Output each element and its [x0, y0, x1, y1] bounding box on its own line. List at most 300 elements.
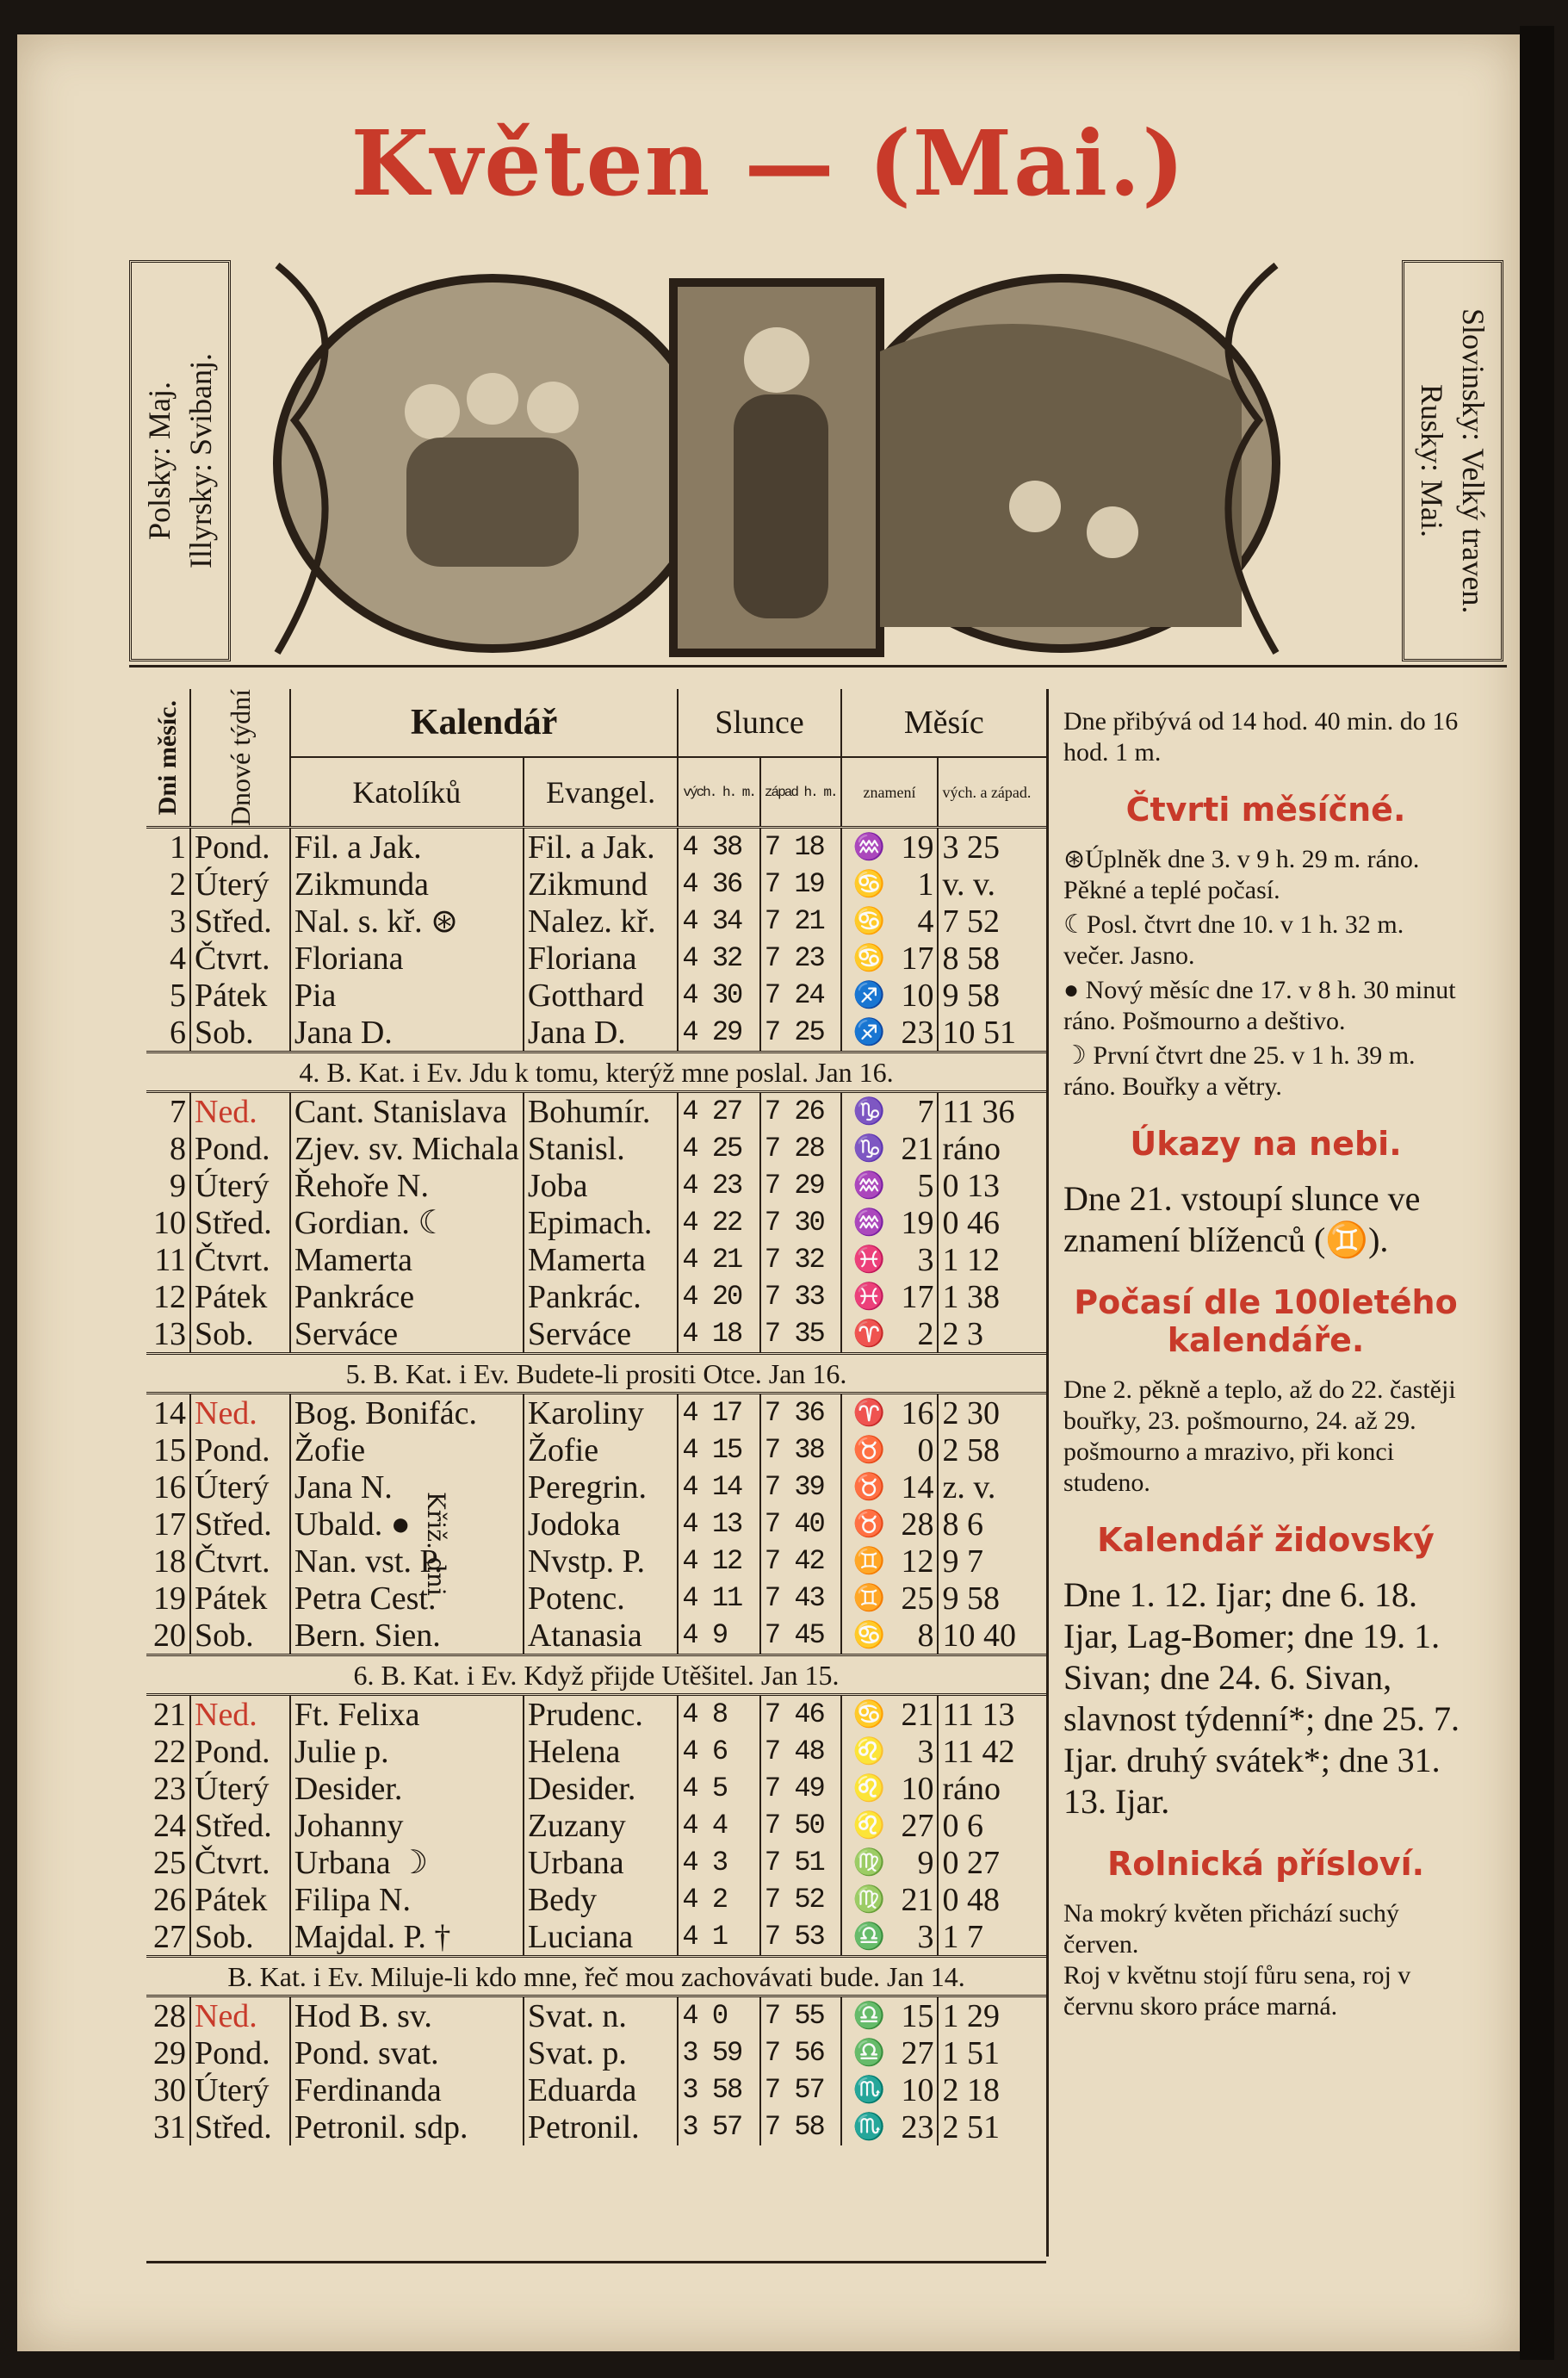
zodiac-sign: ♏: [852, 2112, 885, 2141]
right-line-2: Rusky: Mai.: [1415, 383, 1449, 537]
moon-rise-set: 1 51: [942, 2034, 1000, 2071]
child-figure: [1009, 481, 1061, 532]
moon-rise-set: 2 58: [942, 1431, 1000, 1468]
sunrise: 4 17: [678, 1394, 760, 1432]
week-group-1: [146, 828, 1046, 1052]
catholic-name: Johanny: [290, 1807, 524, 1844]
sign-degree: 10: [896, 1770, 939, 1807]
sunrise: 4 9: [678, 1617, 760, 1655]
sign-degree: 2: [896, 1315, 939, 1354]
zodiac-sign: ♐: [852, 1017, 885, 1046]
sunrise: 4 11: [678, 1580, 760, 1617]
sunset: 7 50: [760, 1807, 841, 1844]
moon-rise-set: 2 30: [942, 1394, 1000, 1431]
calendar-row: [146, 1130, 1046, 1167]
day-number: 29: [146, 2034, 190, 2071]
moon-rise-set: 0 27: [942, 1844, 1000, 1881]
moon-rise-set: ráno: [942, 1770, 1001, 1807]
calendar-row: [146, 1918, 1046, 1957]
day-number: 10: [146, 1204, 190, 1241]
moon-quarters-heading: Čtvrti měsíčné.: [1125, 791, 1406, 829]
day-number: 4: [146, 940, 190, 977]
sunrise: 3 59: [678, 2034, 760, 2071]
child-figure: [467, 373, 518, 425]
zodiac-sign: ♌: [852, 1773, 885, 1803]
weekday: Sob.: [190, 1315, 290, 1354]
child-figure: [527, 382, 579, 433]
sign-degree: 21: [896, 1130, 939, 1167]
day-number: 21: [146, 1695, 190, 1734]
weekday: Pátek: [190, 977, 290, 1014]
evangel-name: Atanasia: [524, 1617, 679, 1655]
sunset: 7 49: [760, 1770, 841, 1807]
catholic-name: Zikmunda: [290, 866, 524, 903]
sunrise: 4 32: [678, 940, 760, 977]
moon-rise-set: 1 7: [942, 1918, 983, 1955]
sunset: 7 43: [760, 1580, 841, 1617]
catholic-name: Ubald. ●: [290, 1506, 524, 1543]
evangel-name: Joba: [524, 1167, 679, 1204]
weekday: Sob.: [190, 1014, 290, 1052]
weekday: Sob.: [190, 1918, 290, 1957]
gospel-line-3: 6. B. Kat. i Ev. Když přijde Utěšitel. Jan 15.: [146, 1655, 1046, 1695]
evangel-name: Gotthard: [524, 977, 679, 1014]
gospel-line-1: 4. B. Kat. i Ev. Jdu k tomu, kterýž mne poslal. Jan 16.: [146, 1052, 1046, 1092]
sign-degree: 9: [896, 1844, 939, 1881]
sunrise: 4 0: [678, 1996, 760, 2035]
weekday: Sob.: [190, 1617, 290, 1655]
sunset: 7 46: [760, 1695, 841, 1734]
day-number: 27: [146, 1918, 190, 1957]
calendar-row: [146, 2034, 1046, 2071]
sign-degree: 21: [896, 1695, 939, 1734]
new-moon-note: ● Nový měsíc dne 17. v 8 h. 30 minut ráno. Pošmourno a deštivo.: [1063, 976, 1456, 1035]
last-quarter-note: ☾Posl. čtvrt dne 10. v 1 h. 32 m. večer. Jasno.: [1063, 910, 1404, 970]
moon-rise-set: 2 18: [942, 2071, 1000, 2108]
evangel-header: Evangel.: [524, 757, 679, 828]
daylight-note: Dne přibývá od 14 hod. 40 min. do 16 hod. 1 m.: [1063, 707, 1459, 767]
weekday: Střed.: [190, 903, 290, 940]
jewish-calendar-text: Dne 1. 12. Ijar; dne 6. 18. Ijar, Lag-Bomer; dne 19. 1. Sivan; dne 24. 6. Sivan, slavnost týdenní*; dne 25. 7. Ijar. druhý svátek*; dne 31. 13. Ijar.: [1063, 1575, 1460, 1821]
catholic-name: Pond. svat.: [290, 2034, 524, 2071]
evangel-name: Eduarda: [524, 2071, 679, 2108]
catholic-name: Floriana: [290, 940, 524, 977]
zodiac-sign: ♒: [852, 1170, 885, 1200]
sky-events-heading: Úkazy na nebi.: [1130, 1125, 1402, 1163]
day-number: 9: [146, 1167, 190, 1204]
weekday: Čtvrt.: [190, 1241, 290, 1278]
zodiac-sign: ♎: [852, 1922, 885, 1951]
week-group-5: [146, 1996, 1046, 2146]
sunset: 7 33: [760, 1278, 841, 1315]
sunset: 7 42: [760, 1543, 841, 1580]
moon-rise-set: 10 40: [942, 1617, 1016, 1654]
sunset: 7 18: [760, 828, 841, 866]
day-number: 8: [146, 1130, 190, 1167]
weekday: Úterý: [190, 1468, 290, 1506]
sign-degree: 23: [896, 2108, 939, 2145]
calendar-row: [146, 977, 1046, 1014]
moon-rise-set: 0 6: [942, 1807, 983, 1844]
catholic-name: Fil. a Jak.: [290, 828, 524, 866]
weekday: Pátek: [190, 1580, 290, 1617]
evangel-name: Jana D.: [524, 1014, 679, 1052]
calendar-row: [146, 2108, 1046, 2145]
sky-events-text: Dne 21. vstoupí slunce ve znamení blíženců (♊).: [1063, 1179, 1421, 1259]
proverb-2: Roj v květnu stojí fůru sena, roj v červnu skoro práce marná.: [1063, 1961, 1411, 2021]
catholic-name: Petra Cest.: [290, 1580, 524, 1617]
calendar-row: [146, 1394, 1046, 1432]
evangel-name: Stanisl.: [524, 1130, 679, 1167]
right-line-1: Slovinsky: Velký traven.: [1456, 307, 1491, 614]
evangel-name: Helena: [524, 1733, 679, 1770]
sunset: 7 35: [760, 1315, 841, 1354]
calendar-row: [146, 1241, 1046, 1278]
zodiac-sign: ♉: [852, 1435, 885, 1464]
zodiac-sign: ♍: [852, 1847, 885, 1877]
calendar-row: [146, 1315, 1046, 1354]
moon-rise-set: 0 48: [942, 1881, 1000, 1918]
catholic-name: Pankráce: [290, 1278, 524, 1315]
sunrise: 4 21: [678, 1241, 760, 1278]
calendar-row: [146, 1431, 1046, 1468]
zodiac-sign: ♈: [852, 1319, 885, 1348]
moon-rise-set: 3 25: [942, 829, 1000, 866]
sign-degree: 1: [896, 866, 939, 903]
sunrise: 4 8: [678, 1695, 760, 1734]
weekday: Pond.: [190, 1733, 290, 1770]
zodiac-sign: ♈: [852, 1398, 885, 1427]
zodiac-sign: ♒: [852, 1208, 885, 1237]
zodiac-sign: ♎: [852, 2038, 885, 2067]
calendar-row: [146, 1881, 1046, 1918]
day-number: 17: [146, 1506, 190, 1543]
day-number: 20: [146, 1617, 190, 1655]
calendar-row: [146, 1278, 1046, 1315]
weekday: Úterý: [190, 2071, 290, 2108]
moon-rise-set: 11 13: [942, 1696, 1015, 1733]
proverbs-heading: Rolnická přísloví.: [1106, 1845, 1425, 1883]
sunset: 7 52: [760, 1881, 841, 1918]
weekday: Pátek: [190, 1881, 290, 1918]
evangel-name: Mamerta: [524, 1241, 679, 1278]
moon-rise-set: 8 6: [942, 1506, 983, 1543]
catholic-name: Mamerta: [290, 1241, 524, 1278]
gospel-line-4: B. Kat. i Ev. Miluje-li kdo mne, řeč mou zachovávati bude. Jan 14.: [146, 1957, 1046, 1996]
evangel-name: Pankrác.: [524, 1278, 679, 1315]
day-number: 14: [146, 1394, 190, 1432]
catholic-name: Žofie: [290, 1431, 524, 1468]
sunset: 7 26: [760, 1092, 841, 1131]
calendar-header: Kalendář: [290, 689, 679, 757]
first-quarter-note: ☽ První čtvrt dne 25. v 1 h. 39 m. ráno. Bouřky a větry.: [1063, 1041, 1416, 1101]
zodiac-sign: ♋: [852, 943, 885, 972]
sunset: 7 28: [760, 1130, 841, 1167]
weekday: Úterý: [190, 1770, 290, 1807]
top-rule: [129, 665, 1507, 667]
zodiac-sign: ♋: [852, 869, 885, 898]
weekday: Pond.: [190, 1431, 290, 1468]
calendar-row: [146, 1807, 1046, 1844]
zodiac-sign: ♓: [852, 1282, 885, 1311]
sunrise: 3 58: [678, 2071, 760, 2108]
page-edge: [1520, 26, 1554, 2360]
catholic-name: Řehoře N.: [290, 1167, 524, 1204]
sunrise: 4 4: [678, 1807, 760, 1844]
moon-rise-set: 1 29: [942, 1997, 1000, 2034]
calendar-row: [146, 1844, 1046, 1881]
sign-degree: 19: [896, 1204, 939, 1241]
weekday: Ned.: [190, 1092, 290, 1131]
week-group-2: [146, 1092, 1046, 1354]
catholic-name: Ferdinanda: [290, 2071, 524, 2108]
evangel-name: Urbana: [524, 1844, 679, 1881]
weekday: Ned.: [190, 1394, 290, 1432]
sunrise: 4 18: [678, 1315, 760, 1354]
weekday: Střed.: [190, 1506, 290, 1543]
zodiac-sign: ♊: [852, 1583, 885, 1612]
catholic-name: Filipa N.: [290, 1881, 524, 1918]
sign-degree: 15: [896, 1996, 939, 2035]
calendar-row: [146, 866, 1046, 903]
calendar-row: [146, 1167, 1046, 1204]
zodiac-sign: ♉: [852, 1472, 885, 1501]
catholic-name: Bog. Bonifác.: [290, 1394, 524, 1432]
column-divider: [1046, 689, 1049, 2257]
catholic-name: Serváce: [290, 1315, 524, 1354]
day-number: 30: [146, 2071, 190, 2108]
weather-text: Dne 2. pěkně a teplo, až do 22. častěji bouřky, 23. pošmourno, 24. až 29. pošmourno a mrazivo, při konci studeno.: [1063, 1375, 1456, 1497]
calendar-row: [146, 1543, 1046, 1580]
calendar-row: [146, 1733, 1046, 1770]
sunrise: 4 20: [678, 1278, 760, 1315]
zodiac-sign: ♏: [852, 2075, 885, 2104]
child-figure: [405, 384, 460, 439]
catholic-name: Julie p.: [290, 1733, 524, 1770]
zodiac-sign: ♋: [852, 1620, 885, 1649]
zodiac-sign: ♓: [852, 1245, 885, 1274]
calendar-page: [17, 34, 1520, 2351]
moon-rise-set: v. v.: [942, 866, 996, 903]
sunrise: 4 22: [678, 1204, 760, 1241]
zodiac-sign: ♌: [852, 1810, 885, 1840]
moon-rise-set: ráno: [942, 1130, 1001, 1167]
sign-degree: 3: [896, 1241, 939, 1278]
evangel-name: Žofie: [524, 1431, 679, 1468]
moon-rise-set: 2 51: [942, 2108, 1000, 2145]
weekday: Střed.: [190, 1807, 290, 1844]
weekday: Střed.: [190, 1204, 290, 1241]
sunset: 7 30: [760, 1204, 841, 1241]
calendar-row: [146, 1617, 1046, 1655]
sunset: 7 24: [760, 977, 841, 1014]
sunset: 7 55: [760, 1996, 841, 2035]
catholic-header: Katolíků: [290, 757, 524, 828]
calendar-row: [146, 903, 1046, 940]
sunrise: 4 29: [678, 1014, 760, 1052]
sunset: 7 51: [760, 1844, 841, 1881]
sun-header: Slunce: [678, 689, 840, 757]
sunset: 7 36: [760, 1394, 841, 1432]
catholic-name: Hod B. sv.: [290, 1996, 524, 2035]
sign-degree: 10: [896, 977, 939, 1014]
day-number: 19: [146, 1580, 190, 1617]
day-number: 13: [146, 1315, 190, 1354]
calendar-row: [146, 828, 1046, 866]
calendar-table: [146, 689, 1046, 2145]
sunset: 7 32: [760, 1241, 841, 1278]
catholic-name: Nan. vst. P.: [290, 1543, 524, 1580]
catholic-name: Nal. s. kř. ⊛: [290, 903, 524, 940]
sunset: 7 45: [760, 1617, 841, 1655]
sunset: 7 56: [760, 2034, 841, 2071]
evangel-name: Desider.: [524, 1770, 679, 1807]
moon-rise-set: z. v.: [942, 1468, 996, 1506]
evangel-name: Peregrin.: [524, 1468, 679, 1506]
sunrise: 4 1: [678, 1918, 760, 1957]
sunset: 7 48: [760, 1733, 841, 1770]
calendar-row: [146, 1204, 1046, 1241]
sign-degree: 0: [896, 1431, 939, 1468]
day-number: 31: [146, 2108, 190, 2145]
sunrise: 4 12: [678, 1543, 760, 1580]
left-line-2: Illyrsky: Svibanj.: [183, 353, 218, 568]
mother-figure: [744, 327, 809, 393]
sunrise: 4 15: [678, 1431, 760, 1468]
sign-degree: 5: [896, 1167, 939, 1204]
moon-rise-set: 11 42: [942, 1733, 1015, 1770]
catholic-name: Gordian. ☾: [290, 1204, 524, 1241]
sign-degree: 19: [896, 828, 939, 866]
calendar-row: [146, 1506, 1046, 1543]
moon-rise-set: 11 36: [942, 1093, 1015, 1130]
day-number: 26: [146, 1881, 190, 1918]
evangel-name: Petronil.: [524, 2108, 679, 2145]
evangel-name: Bedy: [524, 1881, 679, 1918]
catholic-name: Jana D.: [290, 1014, 524, 1052]
week-group-4: [146, 1695, 1046, 1957]
sunset: 7 21: [760, 903, 841, 940]
day-number: 18: [146, 1543, 190, 1580]
zodiac-sign: ♐: [852, 980, 885, 1009]
sign-degree: 7: [896, 1092, 939, 1131]
sunset: 7 58: [760, 2108, 841, 2145]
evangel-name: Svat. n.: [524, 1996, 679, 2035]
sign-degree: 28: [896, 1506, 939, 1543]
zodiac-sign: ♎: [852, 2001, 885, 2030]
calendar-row: [146, 1014, 1046, 1052]
evangel-name: Potenc.: [524, 1580, 679, 1617]
side-note-procession: Křiž. dni: [422, 1492, 450, 1596]
sunrise: 4 14: [678, 1468, 760, 1506]
moonrise-header: vých. a západ.: [942, 783, 1032, 801]
sunrise: 4 23: [678, 1167, 760, 1204]
day-number: 25: [146, 1844, 190, 1881]
weekday: Úterý: [190, 1167, 290, 1204]
day-number: 1: [146, 828, 190, 866]
bottom-rule: [146, 2261, 1046, 2263]
sign-degree: 4: [896, 903, 939, 940]
evangel-name: Epimach.: [524, 1204, 679, 1241]
moon-rise-set: 2 3: [942, 1315, 983, 1352]
sign-degree: 16: [896, 1394, 939, 1432]
sign-degree: 17: [896, 940, 939, 977]
gospel-line-2: 5. B. Kat. i Ev. Budete-li prositi Otce. Jan 16.: [146, 1354, 1046, 1394]
day-number: 7: [146, 1092, 190, 1131]
right-language-box: [1402, 260, 1503, 661]
moon-rise-set: 1 38: [942, 1278, 1000, 1315]
day-number: 16: [146, 1468, 190, 1506]
weekday: Čtvrt.: [190, 1844, 290, 1881]
sign-degree: 14: [896, 1468, 939, 1506]
evangel-name: Luciana: [524, 1918, 679, 1957]
calendar-row: [146, 2071, 1046, 2108]
catholic-name: Zjev. sv. Michala: [290, 1130, 524, 1167]
zodiac-sign: ♋: [852, 1699, 885, 1729]
catholic-name: Desider.: [290, 1770, 524, 1807]
catholic-name: Urbana ☽: [290, 1844, 524, 1881]
sunset: 7 38: [760, 1431, 841, 1468]
sunset: 7 19: [760, 866, 841, 903]
calendar-row: [146, 1695, 1046, 1734]
weekday: Čtvrt.: [190, 1543, 290, 1580]
sunrise: 4 5: [678, 1770, 760, 1807]
left-line-1: Polsky: Maj.: [142, 381, 177, 541]
sunrise: 3 57: [678, 2108, 760, 2145]
day-number: 22: [146, 1733, 190, 1770]
sign-degree: 12: [896, 1543, 939, 1580]
zodiac-sign: ♑: [852, 1096, 885, 1126]
moon-rise-set: 9 7: [942, 1543, 983, 1580]
calendar-row: [146, 940, 1046, 977]
evangel-name: Nalez. kř.: [524, 903, 679, 940]
sign-degree: 3: [896, 1918, 939, 1957]
day-header: Dni měsíc.: [153, 699, 182, 816]
evangel-name: Floriana: [524, 940, 679, 977]
page-title: Květen — (Mai.): [350, 110, 1187, 216]
proverb-1: Na mokrý květen přichází suchý červen.: [1063, 1899, 1399, 1959]
weekday: Pond.: [190, 1130, 290, 1167]
calendar-row: [146, 1996, 1046, 2035]
zodiac-sign: ♌: [852, 1736, 885, 1766]
weekday: Pátek: [190, 1278, 290, 1315]
day-number: 23: [146, 1770, 190, 1807]
right-column: [1063, 706, 1468, 2040]
calendar-row: [146, 1092, 1046, 1131]
evangel-name: Serváce: [524, 1315, 679, 1354]
catholic-name: Cant. Stanislava: [290, 1092, 524, 1131]
sunrise: 4 34: [678, 903, 760, 940]
sunset: 7 39: [760, 1468, 841, 1506]
evangel-name: Zuzany: [524, 1807, 679, 1844]
sunset: 7 29: [760, 1167, 841, 1204]
sunrise: 4 2: [678, 1881, 760, 1918]
day-number: 28: [146, 1996, 190, 2035]
engraving-illustration: [260, 248, 1293, 675]
evangel-name: Nvstp. P.: [524, 1543, 679, 1580]
sign-degree: 23: [896, 1014, 939, 1052]
sign-degree: 10: [896, 2071, 939, 2108]
catholic-name: Ft. Felixa: [290, 1695, 524, 1734]
sign-degree: 21: [896, 1881, 939, 1918]
sunrise: 4 36: [678, 866, 760, 903]
evangel-name: Bohumír.: [524, 1092, 679, 1131]
sunrise: 4 38: [678, 828, 760, 866]
moon-rise-set: 10 51: [942, 1014, 1016, 1051]
sunset: 7 53: [760, 1918, 841, 1957]
moon-rise-set: 8 58: [942, 940, 1000, 977]
moon-rise-set: 0 13: [942, 1167, 1000, 1204]
